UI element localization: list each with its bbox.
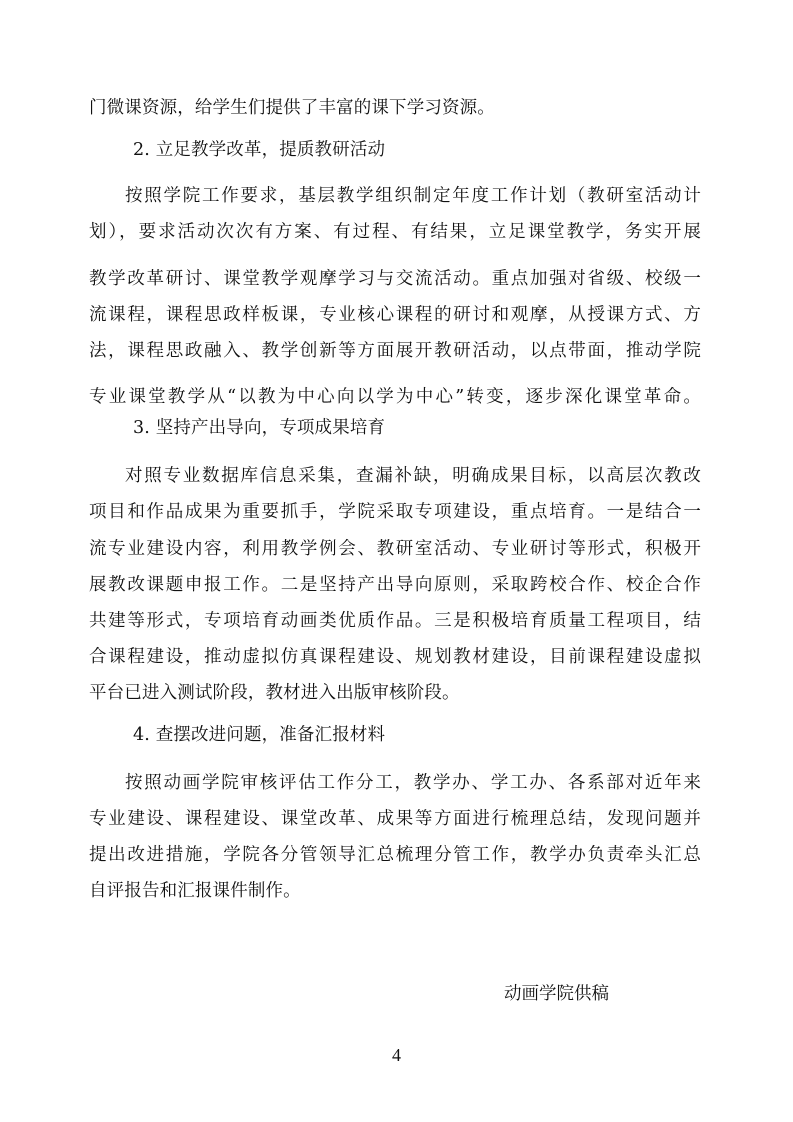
- paragraph-line: 划），要求活动次次有方案、有过程、有结果，立足课堂教学，务实开展: [89, 222, 701, 242]
- paragraph-line: 项目和作品成果为重要抓手，学院采取专项建设，重点培育。一是结合一: [89, 502, 701, 522]
- signature: 动画学院供稿: [504, 984, 609, 1004]
- paragraph-line: 专业建设、课程建设、课堂改革、成果等方面进行梳理总结，发现问题并: [89, 809, 701, 829]
- section-heading-3: 3. 坚持产出导向，专项成果培育: [133, 418, 386, 438]
- paragraph-line: 按照学院工作要求，基层教学组织制定年度工作计划（教研室活动计: [125, 186, 701, 206]
- paragraph-line: 提出改进措施，学院各分管领导汇总梳理分管工作，教学办负责牵头汇总: [89, 845, 701, 865]
- paragraph-line: 自评报告和汇报课件制作。: [89, 881, 301, 901]
- paragraph-line: 对照专业数据库信息采集，查漏补缺，明确成果目标，以高层次教改: [125, 466, 701, 486]
- section-heading-2: 2. 立足教学改革，提质教研活动: [133, 140, 386, 160]
- section-heading-4: 4. 查摆改进问题，准备汇报材料: [133, 725, 386, 745]
- paragraph-line: 平台已进入测试阶段，教材进入出版审核阶段。: [89, 683, 460, 703]
- paragraph-line: 流专业建设内容，利用教学例会、教研室活动、专业研讨等形式，积极开: [89, 539, 701, 559]
- paragraph-line: 流课程，课程思政样板课，专业核心课程的研讨和观摩，从授课方式、方: [89, 305, 701, 325]
- paragraph-line: 展教改课题申报工作。二是坚持产出导向原则，采取跨校合作、校企合作: [89, 575, 701, 595]
- paragraph-line: 共建等形式，专项培育动画类优质作品。三是积极培育质量工程项目，结: [89, 611, 701, 631]
- page-number: 4: [392, 1045, 401, 1065]
- paragraph-line: 专业课堂教学从“以教为中心向以学为中心”转变，逐步深化课堂革命。: [89, 387, 701, 407]
- paragraph-line: 法，课程思政融入、教学创新等方面展开教研活动，以点带面，推动学院: [89, 341, 701, 361]
- paragraph-line: 门微课资源，给学生们提供了丰富的课下学习资源。: [89, 98, 495, 118]
- paragraph-line: 教学改革研讨、课堂教学观摩学习与交流活动。重点加强对省级、校级一: [89, 269, 701, 289]
- paragraph-line: 按照动画学院审核评估工作分工，教学办、学工办、各系部对近年来: [125, 773, 701, 793]
- paragraph-line: 合课程建设，推动虚拟仿真课程建设、规划教材建设，目前课程建设虚拟: [89, 647, 701, 667]
